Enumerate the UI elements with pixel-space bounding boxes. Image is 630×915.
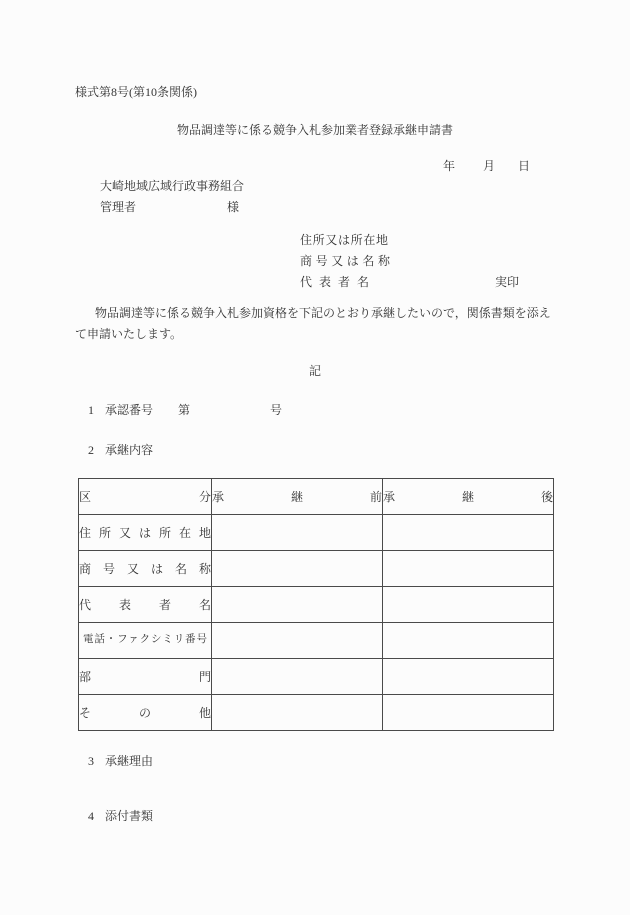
cell-after — [383, 659, 554, 695]
row-label: その他 — [79, 695, 212, 731]
table-row-trade-name — [79, 551, 554, 587]
section-label: 添付書類 — [105, 809, 154, 823]
addressee-organization: 大崎地域広域行政事務組合 — [100, 179, 245, 193]
cell-after — [383, 695, 554, 731]
cell-before — [212, 587, 383, 623]
addressee-line — [100, 201, 239, 213]
page-title: 物品調達等に係る競争入札参加業者登録承継申請書 — [176, 123, 453, 137]
cell-before — [212, 515, 383, 551]
row-label: 部門 — [79, 659, 212, 695]
signer-trade-name-label: 商号又は名称 — [300, 254, 390, 268]
row-label: 商号又は名称 — [79, 551, 212, 587]
addressee-role: 管理者 — [100, 200, 137, 214]
table-row-other — [79, 695, 554, 731]
table-row-department — [79, 659, 554, 695]
row-label: 住所又は所在地 — [79, 515, 212, 551]
section-number: 2 — [88, 443, 94, 457]
row-label: 代表者名 — [79, 587, 212, 623]
section-label: 承継内容 — [105, 443, 154, 457]
cell-before — [212, 551, 383, 587]
cell-after — [383, 623, 554, 659]
cell-before — [212, 659, 383, 695]
cell-after — [383, 515, 554, 551]
date-month-label: 月 — [483, 159, 496, 173]
approval-number-suffix: 号 — [270, 403, 283, 417]
seal-label: 実印 — [495, 275, 520, 289]
succession-table — [78, 478, 554, 731]
approval-number-prefix: 第 — [178, 403, 191, 417]
table-row-representative — [79, 587, 554, 623]
header-before: 承継前 — [212, 479, 383, 515]
form-number: 様式第8号(第10条関係) — [75, 85, 197, 99]
section-number: 1 — [88, 403, 94, 417]
section-label: 承認番号 — [105, 403, 154, 417]
cell-after — [383, 587, 554, 623]
section-approval-number — [88, 404, 282, 416]
section-succession-content — [88, 444, 153, 456]
section-number: 3 — [88, 754, 94, 768]
addressee-honorific: 様 — [227, 200, 240, 214]
row-label: 電話・ファクシミリ番号 — [79, 623, 212, 659]
section-succession-reason — [88, 755, 153, 767]
table-header-row — [79, 479, 554, 515]
header-category: 区分 — [79, 479, 212, 515]
cell-before — [212, 695, 383, 731]
section-label: 承継理由 — [105, 754, 154, 768]
signer-representative-label: 代表者名 — [300, 275, 369, 289]
date-year-label: 年 — [443, 159, 456, 173]
signer-address-label: 住所又は所在地 — [300, 233, 388, 247]
body-text-line2: て申請いたします。 — [75, 327, 183, 341]
header-after: 承継後 — [383, 479, 554, 515]
body-text-line1: 物品調達等に係る競争入札参加資格を下記のとおり承継したいので，関係書類を添え — [95, 306, 551, 320]
table-row-phone-fax — [79, 623, 554, 659]
date-day-label: 日 — [518, 159, 531, 173]
section-attached-documents — [88, 810, 153, 822]
cell-after — [383, 551, 554, 587]
section-number: 4 — [88, 809, 94, 823]
cell-before — [212, 623, 383, 659]
table-row-address — [79, 515, 554, 551]
record-mark: 記 — [308, 364, 321, 378]
